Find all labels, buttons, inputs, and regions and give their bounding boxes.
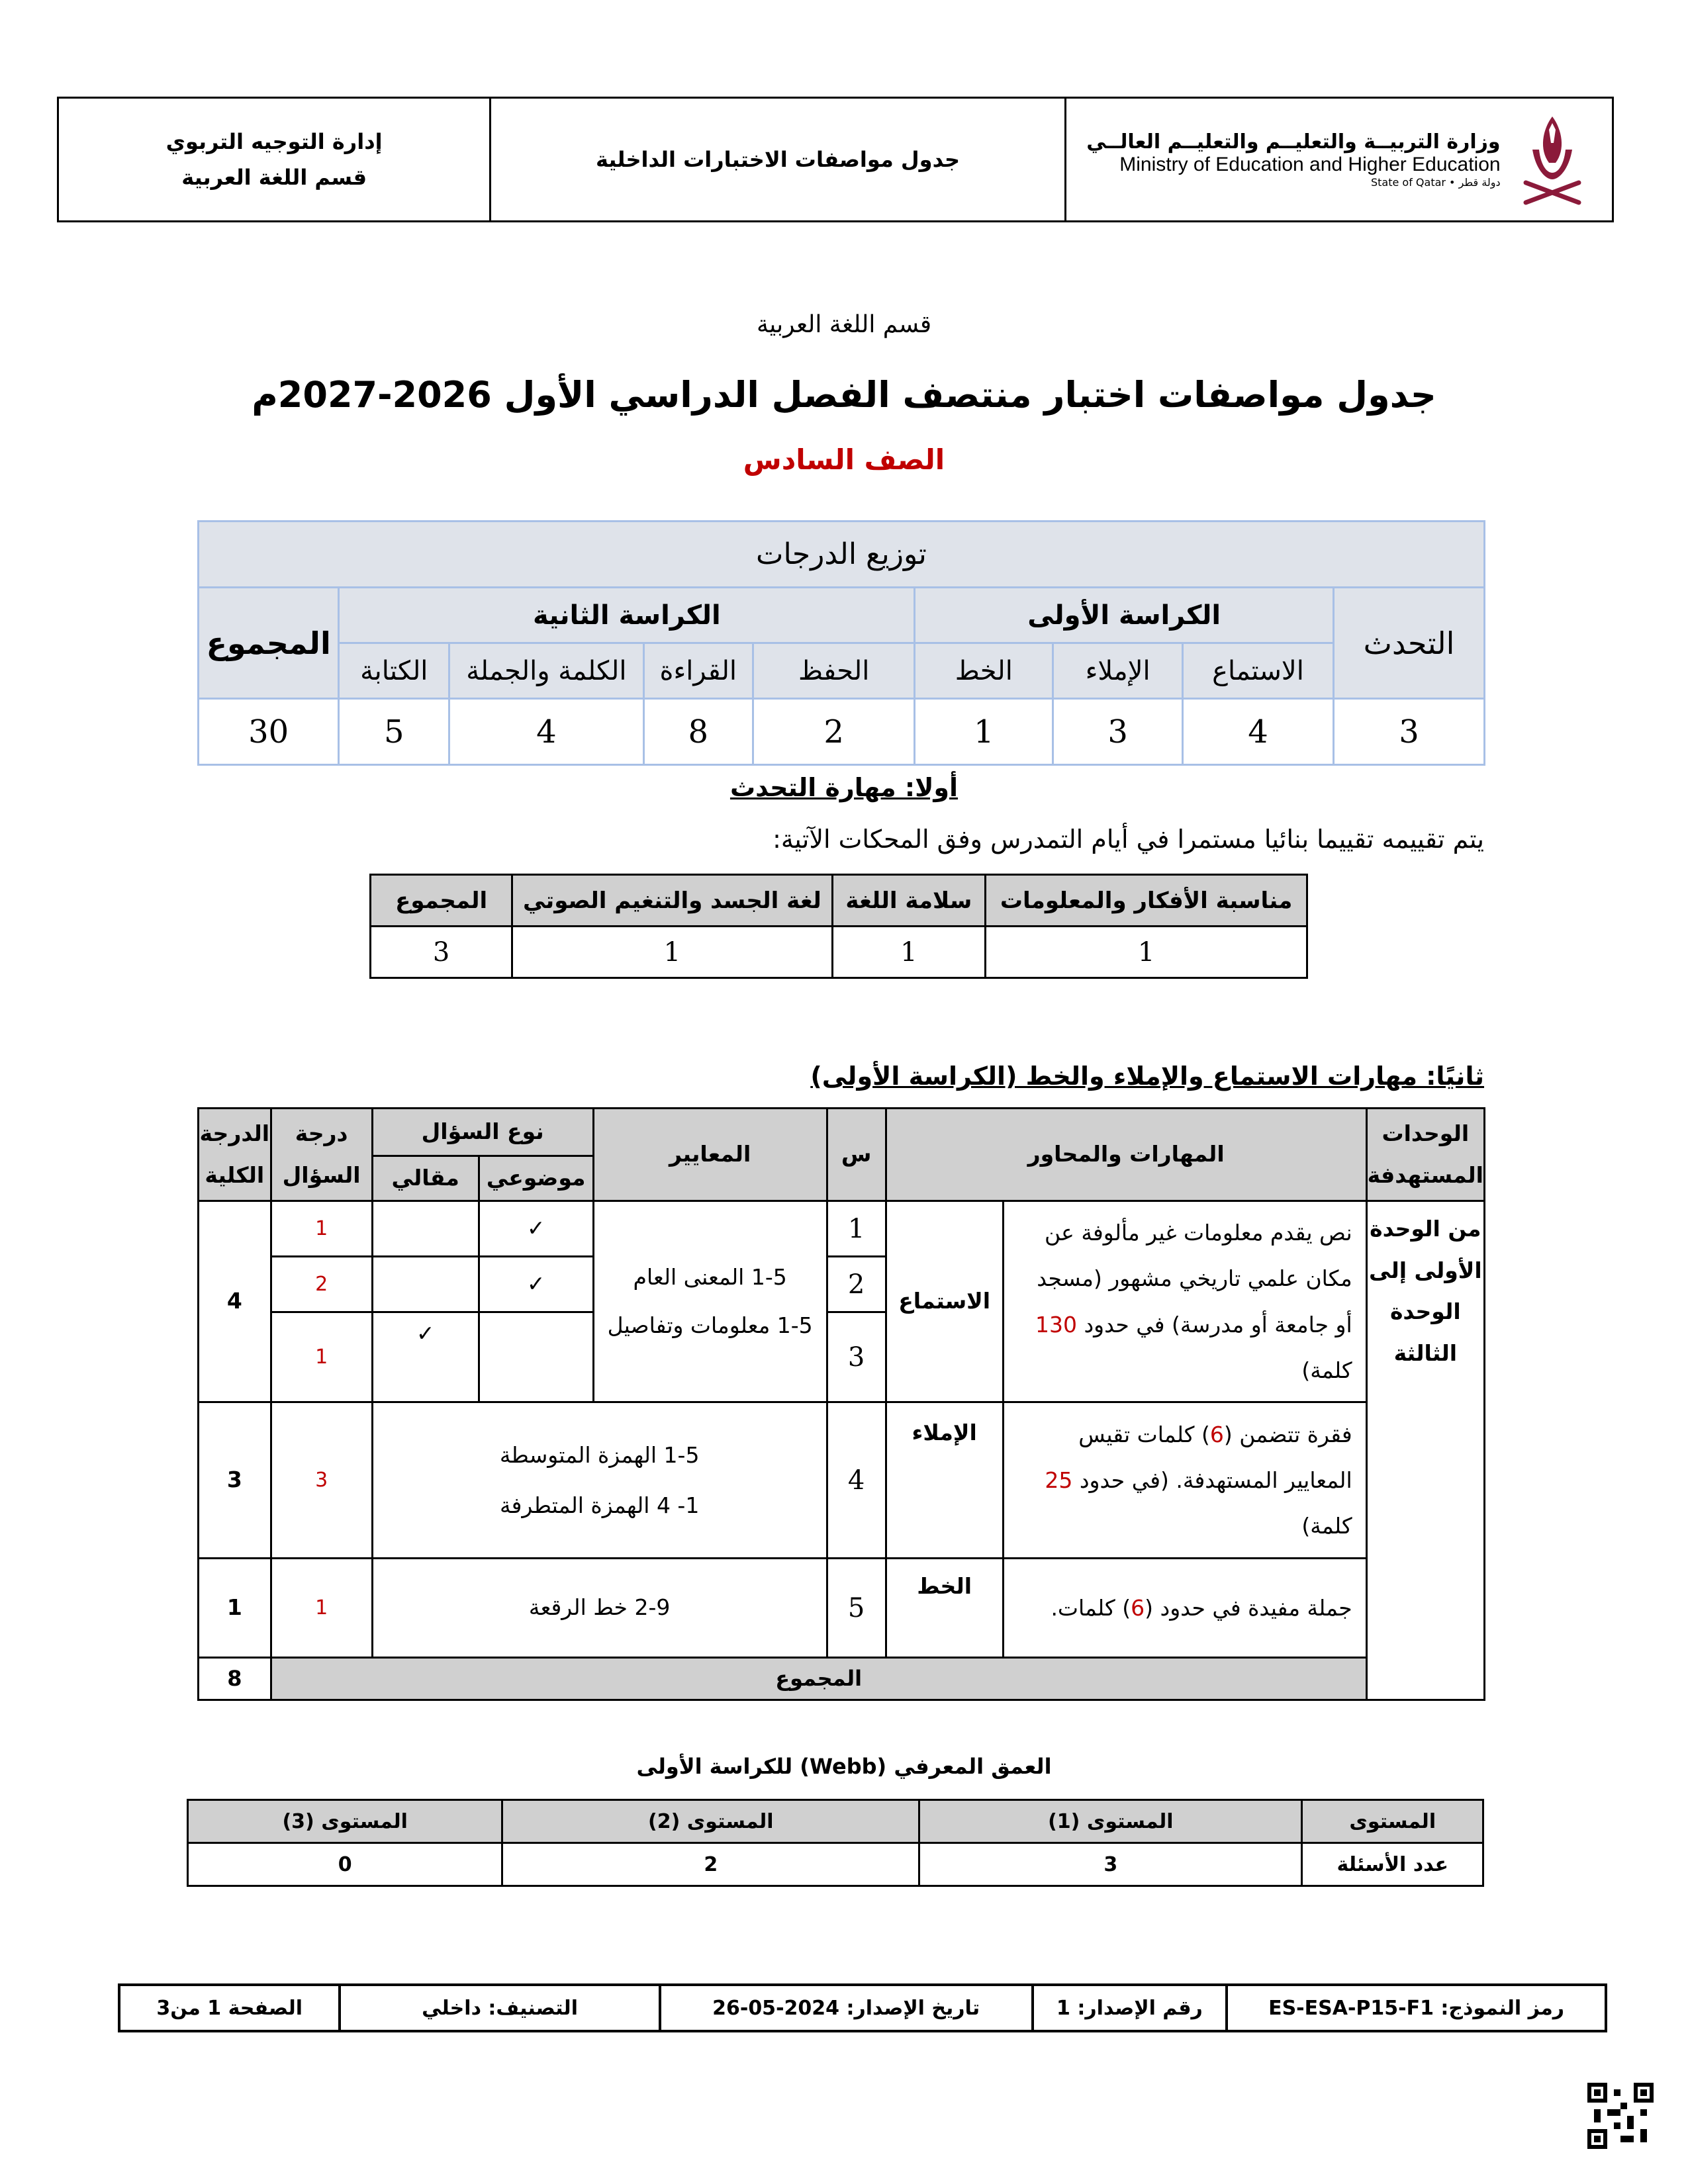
empty-cell	[479, 1312, 593, 1402]
units-header: الوحدات المستهدفة	[1366, 1109, 1484, 1201]
handwriting-criteria: 2-9 خط الرقعة	[372, 1559, 827, 1658]
listening-criteria: 1-5 المعنى العام 1-5 معلومات وتفاصيل	[593, 1201, 827, 1402]
qr-code-icon	[1587, 2083, 1654, 2149]
criteria-value: 3	[371, 927, 512, 978]
sub-writing: الكتابة	[339, 643, 449, 699]
webb-header: المستوى (2)	[502, 1800, 919, 1843]
handwriting-total: 1	[199, 1559, 271, 1658]
page-number: الصفحة 1 من3	[119, 1985, 340, 2031]
listening-spec-table	[197, 1107, 1485, 1701]
units-cell: من الوحدة الأولى إلى الوحدة الثالثة	[1366, 1201, 1484, 1700]
total-header: الدرجة الكلية	[199, 1109, 271, 1201]
webb-value: 2	[502, 1843, 919, 1886]
webb-title: العمق المعرفي (Webb) للكراسة الأولى	[636, 1754, 1052, 1779]
dictation-criteria: 1-5 الهمزة المتوسطة 1- 4 الهمزة المتطرفة	[372, 1402, 827, 1559]
dept-title: قسم اللغة العربية	[756, 311, 932, 338]
grade-value: 3	[1053, 699, 1183, 765]
dept-line2: قسم اللغة العربية	[181, 165, 367, 190]
sum-value: 8	[199, 1658, 271, 1700]
question-grade: 1	[271, 1312, 372, 1402]
speaking-header: التحدث	[1334, 588, 1485, 699]
grades-caption: توزيع الدرجات	[199, 522, 1485, 588]
grade-value: 4	[449, 699, 643, 765]
dictation-label: الإملاء	[886, 1402, 1003, 1559]
booklet2-header: الكراسة الثانية	[339, 588, 915, 643]
ministry-name-ar: وزارة التربيــة والتعليــم والتعليــم العالــي	[1086, 130, 1501, 154]
criteria-header: مناسبة الأفكار والمعلومات	[986, 875, 1307, 927]
webb-header: المستوى	[1302, 1800, 1483, 1843]
document-footer	[118, 1983, 1607, 2032]
page-title: جدول مواصفات اختبار منتصف الفصل الدراسي الأول 2026-2027م	[252, 374, 1436, 416]
question-grade: 2	[271, 1257, 372, 1312]
sub-dictation: الإملاء	[1053, 643, 1183, 699]
webb-value: 3	[919, 1843, 1302, 1886]
sub-listening: الاستماع	[1182, 643, 1333, 699]
classification: التصنيف: داخلي	[340, 1985, 659, 2031]
criteria-header: لغة الجسد والتنغيم الصوتي	[512, 875, 832, 927]
sum-label: المجموع	[271, 1658, 1366, 1700]
q-header: س	[827, 1109, 886, 1201]
webb-table	[187, 1799, 1484, 1887]
grades-distribution-table	[197, 520, 1485, 766]
dictation-desc: فقرة تتضمن (6) كلمات تقيس المعايير المستهدفة. (في حدود 25 كلمة)	[1003, 1402, 1366, 1559]
essay-header: مقالي	[372, 1156, 479, 1201]
check-icon: ✓	[479, 1201, 593, 1257]
ministry-name-en: Ministry of Education and Higher Education	[1119, 154, 1501, 175]
grade-value: 3	[1334, 699, 1485, 765]
criteria-header: سلامة اللغة	[832, 875, 986, 927]
listening-heading: ثانيًا: مهارات الاستماع والإملاء والخط (الكراسة الأولى)	[810, 1062, 1484, 1091]
speaking-heading: أولا: مهارة التحدث	[729, 773, 959, 802]
check-icon: ✓	[372, 1312, 479, 1402]
grade-value: 2	[753, 699, 914, 765]
grade-value: 4	[1182, 699, 1333, 765]
dictation-total: 3	[199, 1402, 271, 1559]
empty-cell	[372, 1201, 479, 1257]
question-number: 3	[827, 1312, 886, 1402]
booklet1-header: الكراسة الأولى	[915, 588, 1334, 643]
sub-handwriting: الخط	[915, 643, 1053, 699]
question-grade: 1	[271, 1201, 372, 1257]
webb-value: 0	[188, 1843, 502, 1886]
objective-header: موضوعي	[479, 1156, 593, 1201]
form-code: رمز النموذج: ES-ESA-P15-F1	[1227, 1985, 1606, 2031]
handwriting-desc: جملة مفيدة في حدود (6) كلمات.	[1003, 1559, 1366, 1658]
issue-date: تاريخ الإصدار: 2024-05-26	[660, 1985, 1033, 2031]
issue-number: رقم الإصدار: 1	[1033, 1985, 1227, 2031]
listening-total: 4	[199, 1201, 271, 1402]
question-number: 1	[827, 1201, 886, 1257]
state-of-qatar: State of Qatar • دولة قطر	[1370, 176, 1501, 189]
document-header	[57, 97, 1614, 222]
dept-line1: إدارة التوجيه التربوي	[165, 129, 383, 154]
dept-cell	[58, 98, 491, 222]
question-grade: 3	[271, 1402, 372, 1559]
doc-title-cell: جدول مواصفات الاختبارات الداخلية	[491, 98, 1066, 222]
qtype-header: نوع السؤال	[372, 1109, 593, 1156]
grade-value: 8	[643, 699, 753, 765]
criteria-header: المجموع	[371, 875, 512, 927]
question-number: 4	[827, 1402, 886, 1559]
speaking-intro: يتم تقييمه تقييما بنائيا مستمرا في أيام التمدرس وفق المحكات الآتية:	[773, 825, 1484, 854]
listening-desc: نص يقدم معلومات غير مألوفة عن مكان علمي تاريخي مشهور (مسجد أو جامعة أو مدرسة) في حدود 130 كلمة)	[1003, 1201, 1366, 1402]
question-number: 2	[827, 1257, 886, 1312]
qatar-emblem-icon	[1513, 110, 1592, 209]
sub-memorization: الحفظ	[753, 643, 914, 699]
ministry-logo-cell	[1065, 98, 1613, 222]
skills-header: المهارات والمحاور	[886, 1109, 1366, 1201]
question-grade: 1	[271, 1559, 372, 1658]
sub-word-sentence: الكلمة والجملة	[449, 643, 643, 699]
empty-cell	[372, 1257, 479, 1312]
grade-title: الصف السادس	[743, 443, 945, 476]
webb-header: المستوى (1)	[919, 1800, 1302, 1843]
criteria-value: 1	[512, 927, 832, 978]
grades-total-header: المجموع	[199, 588, 339, 699]
criteria-value: 1	[832, 927, 986, 978]
webb-header: المستوى (3)	[188, 1800, 502, 1843]
qgrade-header: درجة السؤال	[271, 1109, 372, 1201]
question-number: 5	[827, 1559, 886, 1658]
grade-value: 5	[339, 699, 449, 765]
webb-row-label: عدد الأسئلة	[1302, 1843, 1483, 1886]
criteria-value: 1	[986, 927, 1307, 978]
listening-label: الاستماع	[886, 1201, 1003, 1402]
grade-value: 1	[915, 699, 1053, 765]
grade-value: 30	[199, 699, 339, 765]
speaking-criteria-table	[369, 874, 1308, 979]
sub-reading: القراءة	[643, 643, 753, 699]
criteria-header: المعايير	[593, 1109, 827, 1201]
handwriting-label: الخط	[886, 1559, 1003, 1658]
check-icon: ✓	[479, 1257, 593, 1312]
